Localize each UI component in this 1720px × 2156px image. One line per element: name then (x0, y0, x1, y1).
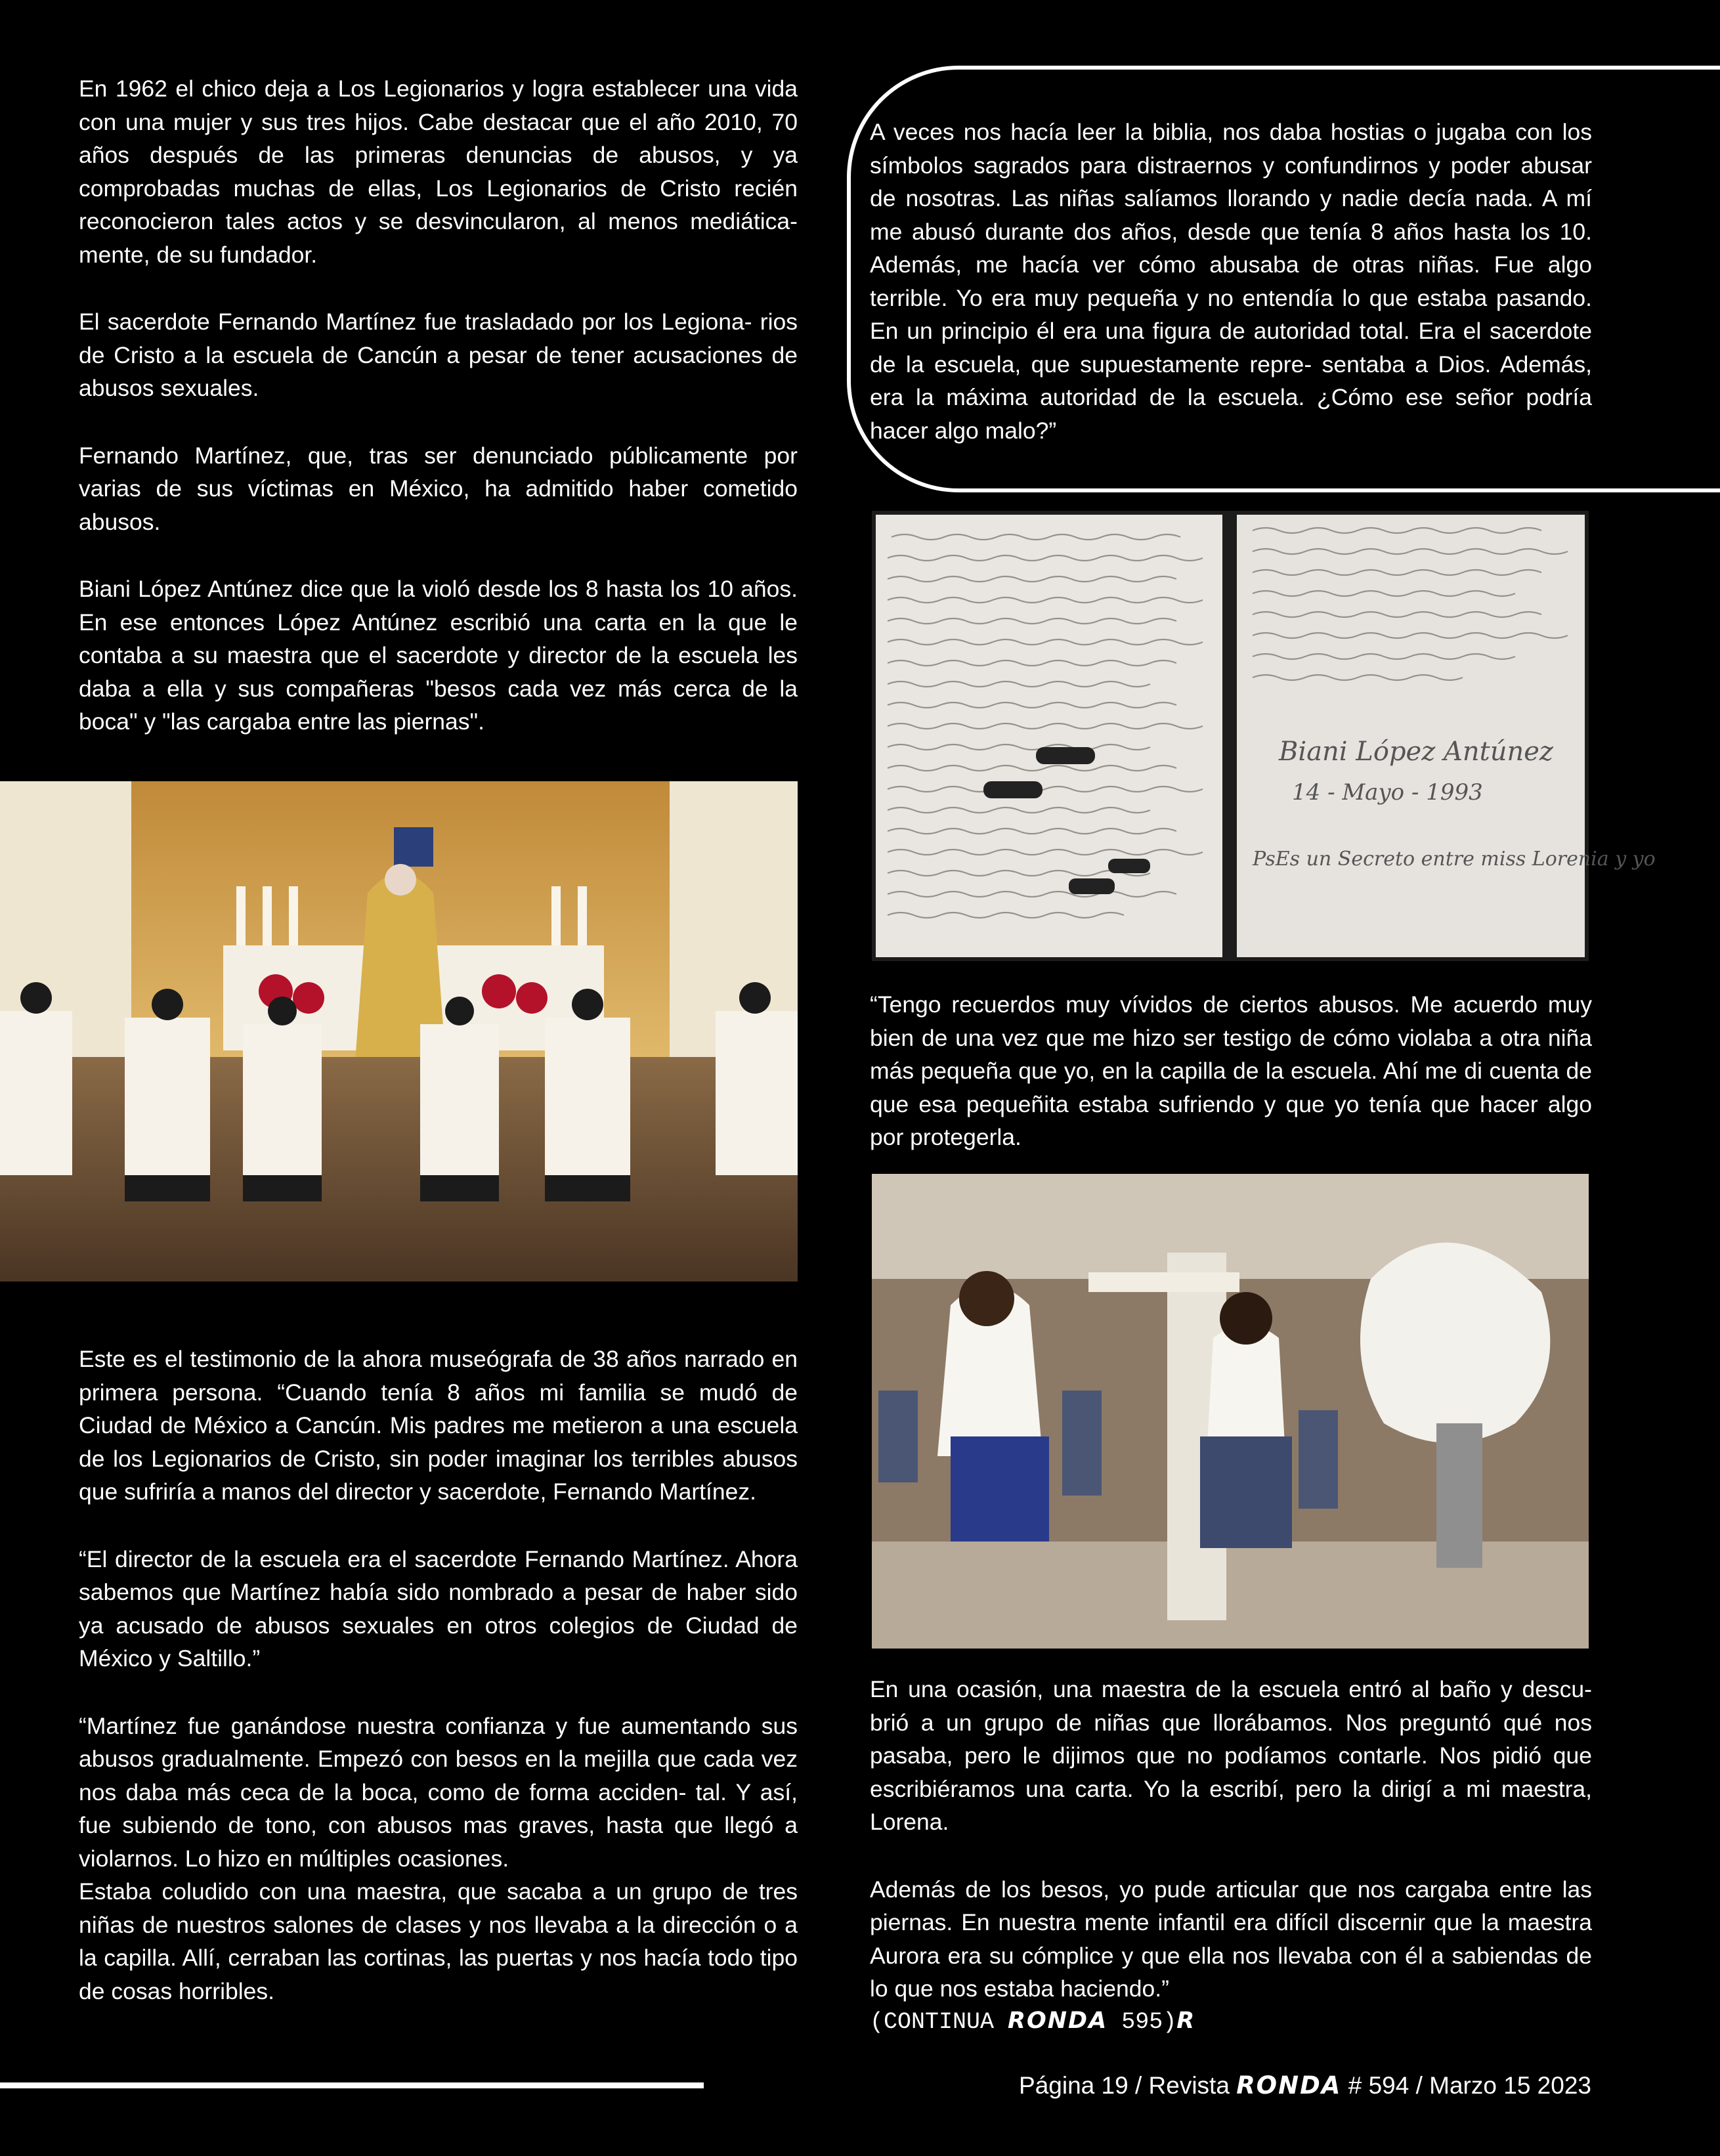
left-top-text (79, 72, 798, 739)
paragraph: Este es el testimonio de la ahora museógrafa de 38 años narrado en primera persona. “Cuando tenía 8 años mi familia se mudó de Ciudad de México a Cancún. Mis padres me metieron a una escuela de los Legionarios de Cristo, sin poder imaginar los terribles abusos que sufriría a manos del director y sacerdote, Fernando Martínez. (79, 1346, 798, 1505)
paragraph: “Tengo recuerdos muy vívidos de ciertos abusos. Me acuerdo muy bien de una vez que me hizo ser testigo de cómo violaba a otra niña más pequeña que yo, en la capilla de la escuela. Ahí me di cuenta de que esa pequeñita estaba sufriendo y que yo tenía que hacer algo por protegerla. (870, 991, 1592, 1150)
footer-prefix: Página 19 / Revista (1019, 2072, 1237, 2099)
chapel-mass-photo (0, 781, 798, 1282)
footer-brand: RONDA (1236, 2071, 1342, 2100)
continua-brand: RONDA (1008, 2007, 1108, 2034)
paragraph: Biani López Antúnez dice que la violó desde los 8 hasta los 10 años. En ese entonces López Antúnez escribió una carta en la que le contaba a su maestra que el sacerdote y director de la escuela les daba a ella y sus compañeras "besos cada vez más cerca de la boca" y "las cargaba entre las piernas". (79, 576, 798, 735)
continua-prefix: (CONTINUA (870, 2008, 1008, 2035)
school-chapel-photo (872, 1174, 1589, 1649)
paragraph: En una ocasión, una maestra de la escuela entró al baño y descu- brió a un grupo de niñas que llorábamos. Nos preguntó qué nos pasaba, pero le dijimos que no podíamos contarle. Nos pidió que escribiéramos una carta. Yo la escribí, pero la dirigí a mi maestra, Lorena. (870, 1676, 1592, 1835)
footer-rule (0, 2082, 704, 2088)
letter-signature: Biani López Antúnez (1279, 737, 1554, 767)
paragraph: “Martínez fue ganándose nuestra confianza y fue aumentando sus abusos gradualmente. Empezó con besos en la mejilla que cada vez nos daba más ceca de la boca, como de forma acciden- tal. Y así, fue subiendo de tono, con abusos mas graves, hasta que llegó a violarnos. Lo hizo en múltiples ocasiones. (79, 1712, 798, 1872)
paragraph: “El director de la escuela era el sacerdote Fernando Martínez. Ahora sabemos que Martínez había sido nombrado a pesar de haber sido ya acusado de abusos sexuales en otros colegios de Ciudad de México y Saltillo.” (79, 1545, 798, 1671)
footer-suffix: # 594 / Marzo 15 2023 (1341, 2072, 1591, 2099)
left-bottom-text (79, 1343, 798, 2008)
continua-mark: R (1176, 2007, 1196, 2034)
letter-date: 14 - Mayo - 1993 (1292, 779, 1483, 806)
quote-text: A veces nos hacía leer la biblia, nos daba hostias o jugaba con los símbolos sagrados para distraernos y confundirnos y poder abusar de nosotras. Las niñas salíamos llorando y nadie decía nada. A mí me abusó durante dos años, desde que tenía 8 años hasta los 10. Además, me hacía ver cómo abusaba de otras niñas. Fue algo terrible. Yo era muy pequeña y no entendía lo que estaba pasando. En un principio él era una figura de autoridad total. Era el sacerdote de la escuela, que supuestamente repre- sentaba a Dios. Además, era la máxima autoridad de la escuela. ¿Cómo ese señor podría hacer algo malo?” (870, 119, 1592, 444)
continua-suffix: 595) (1107, 2008, 1177, 2035)
continua-line (870, 2006, 1592, 2037)
pull-quote (870, 116, 1592, 447)
right-mid-text (870, 988, 1592, 1154)
letter-ps: PsEs un Secreto entre miss Lorenia y yo (1253, 848, 1656, 871)
handwritten-letter-photo (872, 511, 1656, 961)
paragraph: En 1962 el chico deja a Los Legionarios y logra establecer una vida con una mujer y sus tres hijos. Cabe destacar que el año 2010, 70 años después de las primeras denuncias de abusos, y ya comprobadas muchas de ellas, Los Legionarios de Cristo recién reconocieron tales actos y se desvincularon, al menos mediática- mente, de su fundador. (79, 75, 798, 268)
paragraph: Estaba coludido con una maestra, que sacaba a un grupo de tres niñas de nuestros salones de clases y nos llevaba a la dirección o a la capilla. Allí, cerraban las cortinas, las puertas y nos hacía todo tipo de cosas horribles. (79, 1878, 798, 2004)
paragraph: Además de los besos, yo pude articular que nos cargaba entre las piernas. En nuestra mente infantil era difícil discernir que la maestra Aurora era su cómplice y que ella nos llevaba con él a sabiendas de lo que nos estaba haciendo.” (870, 1876, 1592, 2002)
right-bottom-text (870, 1673, 1592, 2037)
paragraph: Fernando Martínez, que, tras ser denunciado públicamente por varias de sus víctimas en México, ha admitido haber cometido abusos. (79, 442, 798, 535)
page-footer (1019, 2071, 1591, 2100)
paragraph: El sacerdote Fernando Martínez fue trasladado por los Legiona- rios de Cristo a la escuela de Cancún a pesar de tener acusaciones de abusos sexuales. (79, 309, 798, 401)
